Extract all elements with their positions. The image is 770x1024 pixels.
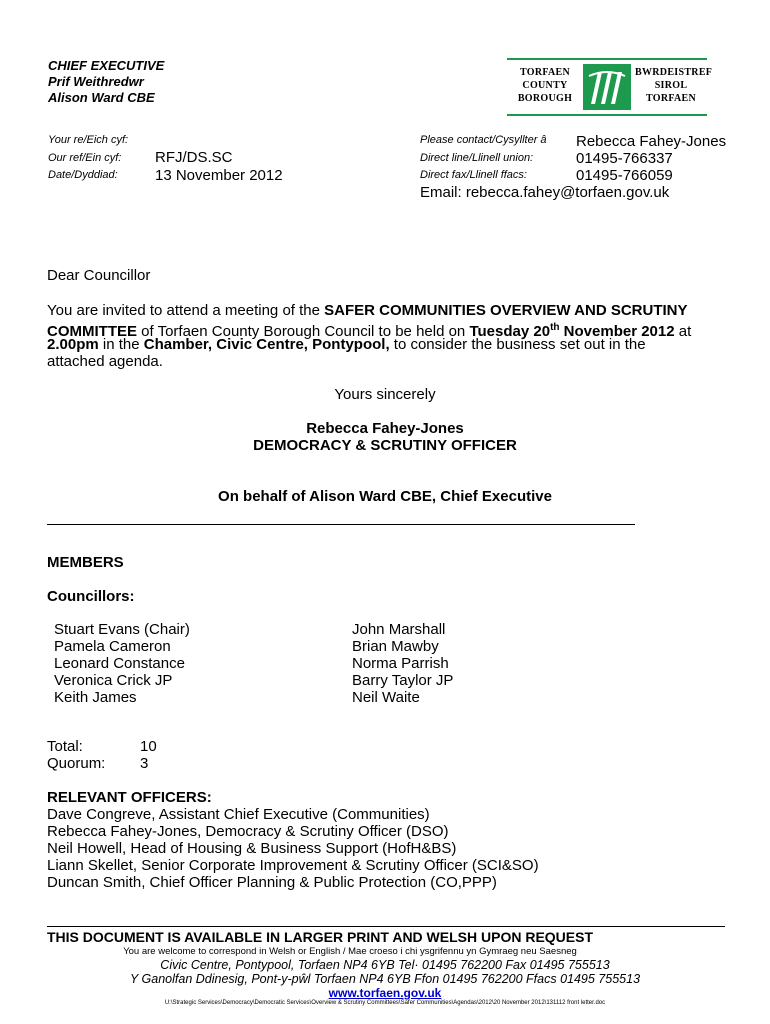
closing: Yours sincerely [334, 386, 436, 403]
officers-list [47, 806, 539, 891]
date-value: 13 November 2012 [155, 167, 283, 184]
quorum-value: 3 [140, 755, 149, 772]
salutation: Dear Councillor [47, 267, 151, 284]
our-ref-label: Our ref/Ein cyf: [48, 152, 122, 164]
welsh-correspondence-note: You are welcome to correspond in Welsh or English / Mae croeso i chi ysgrifennu yn Gymraeg neu Saesneg [123, 946, 577, 957]
councillors-heading: Councillors: [47, 588, 135, 605]
divider-rule [47, 524, 635, 525]
list-item: Neil Howell, Head of Housing & Business Support (HofH&BS) [47, 840, 457, 857]
availability-notice: THIS DOCUMENT IS AVAILABLE IN LARGER PRINT AND WELSH UPON REQUEST [47, 929, 594, 945]
header-title: CHIEF EXECUTIVE [48, 58, 165, 73]
list-item: John Marshall [352, 621, 446, 638]
header-name: Alison Ward CBE [48, 90, 155, 105]
logo-text-welsh: BWRDEISTREF SIROL TORFAEN [635, 67, 713, 104]
invitation-line-2: COMMITTEE of Torfaen County Borough Council to be held on Tuesday 20th November 2012 at [47, 322, 692, 340]
invitation-line-4: attached agenda. [47, 353, 163, 370]
contact-email: Email: rebecca.fahey@torfaen.gov.uk [420, 184, 670, 201]
file-path: U:\Strategic Services\Democracy\Democratic Services\Overview & Scrutiny Committees\Safer Communities\Agendas\2012\20 November 2012\131112 front letter.doc [164, 1000, 606, 1006]
list-item: Norma Parrish [352, 655, 449, 672]
total-label: Total: [47, 738, 83, 755]
list-item: Veronica Crick JP [54, 672, 173, 689]
website-link[interactable]: www.torfaen.gov.uk [328, 986, 442, 1000]
direct-fax-value: 01495-766059 [576, 167, 673, 184]
address-english: Civic Centre, Pontypool, Torfaen NP4 6YB Tel· 01495 762200 Fax 01495 755513 [160, 958, 610, 972]
list-item: Rebecca Fahey-Jones, Democracy & Scrutiny Officer (DSO) [47, 823, 449, 840]
invitation-line-1: You are invited to attend a meeting of the SAFER COMMUNITIES OVERVIEW AND SCRUTINY [47, 302, 688, 319]
logo-bottom-rule [507, 114, 707, 116]
logo-emblem-icon [583, 64, 631, 110]
list-item: Barry Taylor JP [352, 672, 454, 689]
councillor-list-right [352, 621, 453, 706]
signatory-name: Rebecca Fahey-Jones [306, 420, 464, 437]
date-label: Date/Dyddiad: [48, 169, 118, 181]
members-heading: MEMBERS [47, 554, 124, 571]
total-value: 10 [140, 738, 157, 755]
councillor-list-left [54, 621, 190, 706]
council-logo [507, 58, 713, 116]
contact-label: Please contact/Cysyllter â [420, 134, 547, 146]
direct-line-label: Direct line/Llinell union: [420, 152, 534, 164]
signatory-title: DEMOCRACY & SCRUTINY OFFICER [253, 437, 517, 454]
invitation-line-3: 2.00pm in the Chamber, Civic Centre, Pontypool, to consider the business set out in the [47, 336, 646, 353]
footer-rule [47, 926, 725, 927]
address-welsh: Y Ganolfan Ddinesig, Pont-y-pŵl Torfaen NP4 6YB Ffon 01495 762200 Ffacs 01495 755513 [129, 972, 641, 986]
header-subtitle: Prif Weithredwr [48, 74, 144, 89]
list-item: Duncan Smith, Chief Officer Planning & Public Protection (CO,PPP) [47, 874, 497, 891]
logo-text-english: TORFAEN COUNTY BOROUGH [517, 67, 573, 104]
logo-top-rule [507, 58, 707, 60]
our-ref-value: RFJ/DS.SC [155, 149, 233, 166]
list-item: Dave Congreve, Assistant Chief Executive (Communities) [47, 806, 430, 823]
list-item: Liann Skellet, Senior Corporate Improvement & Scrutiny Officer (SCI&SO) [47, 857, 539, 874]
list-item: Leonard Constance [54, 655, 185, 672]
list-item: Brian Mawby [352, 638, 439, 655]
list-item: Keith James [54, 689, 137, 706]
contact-value: Rebecca Fahey-Jones [576, 133, 727, 150]
quorum-label: Quorum: [47, 755, 106, 772]
direct-fax-label: Direct fax/Llinell ffacs: [420, 169, 527, 181]
on-behalf-line: On behalf of Alison Ward CBE, Chief Executive [218, 488, 552, 505]
your-ref-label: Your re/Eich cyf: [48, 134, 129, 146]
list-item: Stuart Evans (Chair) [54, 621, 190, 638]
officers-heading: RELEVANT OFFICERS: [47, 789, 212, 806]
list-item: Pamela Cameron [54, 638, 171, 655]
direct-line-value: 01495-766337 [576, 150, 673, 167]
list-item: Neil Waite [352, 689, 420, 706]
